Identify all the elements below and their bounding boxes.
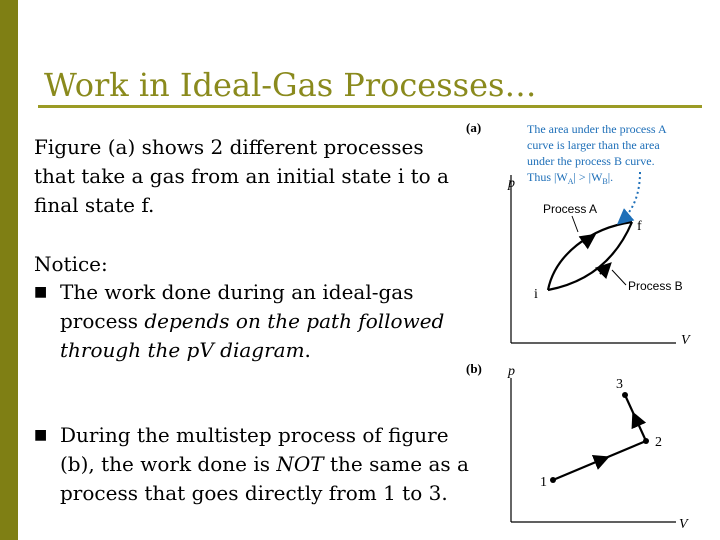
area-comparison-note bbox=[527, 122, 667, 186]
bullet-emphasis: depends on the path followed through the pV diagram bbox=[60, 309, 445, 362]
process-a-label: Process A bbox=[543, 202, 598, 216]
y-axis-label: p bbox=[508, 176, 515, 191]
bullet-prefix: The work done during an ideal-gas process bbox=[60, 280, 414, 333]
x-axis-label: V bbox=[681, 333, 690, 348]
figure-a-label: (a) bbox=[466, 120, 482, 135]
process-a-leader bbox=[572, 216, 578, 232]
square-bullet-icon: ■ bbox=[34, 284, 48, 300]
figure-a bbox=[466, 120, 691, 348]
point-2-label: 2 bbox=[655, 435, 662, 450]
process-b-label: Process B bbox=[628, 279, 683, 293]
bullet-prefix: During the multistep process of figure (b), the work done is bbox=[60, 423, 449, 476]
process-a-curve bbox=[548, 222, 632, 290]
state-f-label: f bbox=[637, 219, 642, 234]
segment-2-to-3-arrow bbox=[634, 415, 638, 424]
point-3-marker bbox=[622, 392, 628, 398]
bullet-suffix: the same as a process that goes directly from 1 to 3. bbox=[60, 452, 469, 505]
note-pointer-arrow bbox=[620, 172, 640, 222]
bullet-emphasis: NOT bbox=[276, 452, 324, 476]
point-3-label: 3 bbox=[616, 377, 623, 392]
process-b-curve bbox=[548, 222, 632, 290]
x-axis-label: V bbox=[679, 517, 688, 532]
bullet-suffix: . bbox=[304, 338, 311, 362]
state-i-label: i bbox=[534, 287, 538, 302]
point-1-label: 1 bbox=[540, 475, 547, 490]
point-2-marker bbox=[643, 438, 649, 444]
notice-heading: Notice: bbox=[34, 252, 108, 276]
figure-b-label: (b) bbox=[466, 361, 482, 376]
y-axis-label: p bbox=[508, 364, 515, 379]
segment-1-to-2-arrow bbox=[596, 458, 606, 462]
svg-text:The area under the process A: The area under the process A bbox=[527, 122, 667, 136]
process-b-leader bbox=[612, 270, 626, 285]
svg-text:curve is larger than the area: curve is larger than the area bbox=[527, 138, 660, 152]
point-1-marker bbox=[550, 477, 556, 483]
intro-paragraph: Figure (a) shows 2 different processes that take a gas from an initial state i to a final state f. bbox=[34, 135, 449, 217]
figure-b bbox=[466, 361, 689, 532]
slide-title: Work in Ideal-Gas Processes… bbox=[44, 66, 537, 104]
svg-text:under the process B curve.: under the process B curve. bbox=[527, 154, 655, 168]
svg-text:Thus |WA| > |WB|.: Thus $|W_A| > |W_B|$. bbox=[527, 170, 614, 186]
square-bullet-icon: ■ bbox=[34, 427, 48, 443]
